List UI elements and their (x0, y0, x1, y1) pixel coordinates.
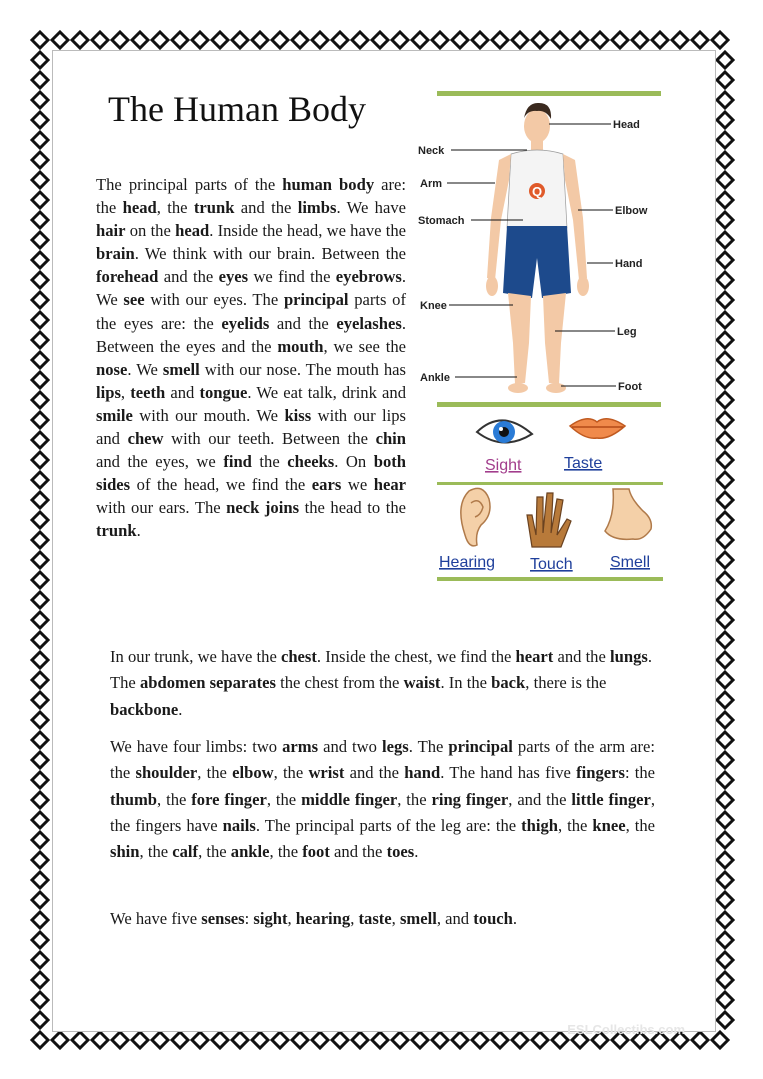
text-run: and the (158, 267, 219, 287)
text-run: . The (408, 737, 449, 756)
watermark: ESLCollectibs.com (567, 1022, 685, 1037)
sense-touch-label: Touch (530, 556, 573, 573)
text-run: we (341, 475, 374, 495)
text-run: . We have (336, 198, 406, 218)
text-run: and two (318, 737, 382, 756)
bold-term: smell (162, 359, 200, 379)
text-run: and the (553, 647, 610, 666)
text-run: , the (558, 815, 593, 835)
bold-term: legs (381, 737, 409, 756)
sense-sight-label: Sight (485, 457, 522, 474)
text-run: with our teeth. Between the (163, 429, 376, 449)
text-run: we find the (248, 267, 336, 287)
eye-icon (477, 420, 532, 443)
text-run: , (350, 909, 359, 928)
label-neck: Neck (418, 145, 445, 157)
bold-term: fore finger (191, 789, 267, 809)
text-run: , the (625, 815, 655, 835)
text-run: . Between the eyes and the (96, 313, 406, 356)
bold-term: knee (592, 815, 626, 835)
bold-term: abdomen (139, 673, 206, 693)
bold-term: thumb (110, 789, 158, 809)
senses-bottom-rule (437, 577, 663, 581)
text-run: . The (110, 647, 652, 693)
text-run: . We (96, 267, 406, 310)
text-run: , (287, 909, 296, 928)
text-run: of the head, we find the (130, 475, 312, 495)
bold-term: kiss (284, 405, 312, 425)
text-run: . (512, 909, 518, 928)
bold-term: wrist (308, 763, 345, 783)
bold-term: forehead (96, 267, 159, 287)
bold-term: hand (404, 763, 441, 783)
body-parts-figure (415, 88, 665, 413)
text-run: , the (156, 198, 194, 218)
intro-paragraph (96, 173, 406, 543)
bold-term: both sides (96, 452, 407, 495)
bold-term: touch (473, 909, 513, 928)
text-run: on the (125, 221, 176, 241)
bold-term: hearing (295, 909, 351, 928)
sense-taste-label: Taste (564, 455, 603, 472)
bold-term: taste (358, 909, 392, 928)
text-run: . In the (440, 673, 492, 693)
nose-icon (605, 489, 651, 539)
bold-term: find (223, 452, 252, 472)
bold-term: foot (302, 842, 330, 862)
person-illustration (486, 103, 589, 393)
text-run: and the (344, 763, 405, 783)
text-run: , and the (508, 789, 572, 809)
bold-term: thigh (521, 815, 558, 835)
text-run: with our eyes. The (144, 290, 284, 310)
bold-term: lungs (610, 647, 648, 666)
bold-term: eyebrows (335, 267, 402, 287)
bold-term: ankle (230, 842, 270, 862)
text-run: . We (127, 359, 163, 379)
bold-term: neck (226, 498, 260, 518)
bold-term: chin (375, 429, 407, 449)
text-run: , the fingers have (110, 789, 656, 835)
text-run: , the (266, 789, 302, 809)
bold-term: eyelashes (336, 313, 402, 333)
ear-icon (461, 488, 490, 546)
bold-term: chest (280, 647, 317, 666)
bold-term: backbone (110, 699, 179, 719)
text-run: , the (139, 842, 173, 862)
bold-term: eyelids (221, 313, 270, 333)
bold-term: mouth (277, 336, 324, 356)
senses-row-2 (437, 485, 663, 585)
text-run: with our lips and (96, 405, 406, 449)
bold-term: shin (110, 842, 140, 862)
bold-term: brain (96, 244, 135, 264)
bold-term: hear (373, 475, 406, 495)
bold-term: fingers (576, 763, 625, 783)
text-run: and the (329, 842, 387, 862)
text-run: . We think with our brain. Between the (134, 244, 406, 264)
text-run: We have five (110, 909, 202, 928)
text-run: : the (624, 763, 656, 783)
bold-term: joins (264, 498, 300, 518)
text-run: , the (397, 789, 432, 809)
sense-smell-label: Smell (610, 554, 651, 571)
bold-term: calf (172, 842, 199, 862)
text-run: . Inside the head, we have the (209, 221, 407, 241)
senses-row-1 (437, 410, 663, 485)
text-run: . The principal parts of the leg are: the (255, 815, 522, 835)
text-run: . (178, 699, 183, 719)
bold-term: cheeks (287, 452, 335, 472)
hand-icon (527, 493, 571, 547)
text-run: , the (197, 763, 233, 783)
bold-term: principal (448, 737, 513, 756)
text-run: , the (157, 789, 192, 809)
bold-term: heart (515, 647, 554, 666)
text-run: The principal parts of the (96, 175, 283, 194)
bold-term: principal (283, 290, 349, 310)
text-run: with our ears. The (96, 498, 227, 518)
label-head: Head (613, 119, 640, 131)
bold-term: teeth (130, 382, 166, 402)
bottom-green-rule (437, 402, 661, 407)
bold-term: head (175, 221, 210, 241)
bold-term: tongue (199, 382, 248, 402)
bold-term: head (122, 198, 157, 218)
bold-term: human body (282, 175, 375, 194)
text-run: , (391, 909, 400, 928)
text-run: with our mouth. We (132, 405, 285, 425)
text-run: are: the (96, 175, 407, 218)
limbs-paragraph (110, 734, 655, 865)
label-stomach: Stomach (418, 215, 465, 227)
text-run: , (120, 382, 131, 402)
bold-term: arms (282, 737, 319, 756)
text-run: , the (273, 763, 309, 783)
bold-term: separates (209, 673, 276, 693)
text-run: , and (436, 909, 474, 928)
text-run: parts of the arm are: the (110, 737, 655, 783)
page-title: The Human Body (108, 89, 366, 129)
text-run: . The hand has five (440, 763, 577, 783)
bold-term: ring finger (431, 789, 509, 809)
text-run: We have four limbs: two (110, 737, 283, 756)
bold-term: nails (222, 815, 256, 835)
text-run: In our trunk, we have the (110, 647, 281, 666)
text-run: parts of the eyes are: the (96, 290, 406, 333)
bold-term: limbs (297, 198, 337, 218)
label-elbow: Elbow (615, 205, 648, 217)
bold-term: senses (201, 909, 245, 928)
text-run: . On (334, 452, 374, 472)
shirt-logo: Q (531, 184, 543, 199)
bold-term: waist (403, 673, 441, 693)
label-knee: Knee (420, 300, 447, 312)
bold-term: nose (96, 359, 128, 379)
text-run: , the (198, 842, 231, 862)
text-run: , there is the (525, 673, 607, 693)
bold-term: little finger (571, 789, 651, 809)
sense-hearing-label: Hearing (439, 554, 496, 571)
bold-term: middle finger (301, 789, 398, 809)
text-run: . (414, 842, 419, 862)
bold-term: shoulder (135, 763, 198, 783)
trunk-paragraph (110, 644, 655, 723)
text-run: the (251, 452, 288, 472)
text-run: . We eat talk, drink and (247, 382, 406, 402)
text-run: and (165, 382, 200, 402)
text-run: the head to the (299, 498, 406, 518)
bold-term: elbow (232, 763, 274, 783)
lips-icon (570, 419, 625, 438)
bold-term: trunk (193, 198, 235, 218)
text-run: and the eyes, we (96, 452, 224, 472)
bold-term: chew (127, 429, 164, 449)
label-ankle: Ankle (420, 372, 450, 384)
bold-term: smile (96, 405, 133, 425)
text-run: and the (269, 313, 337, 333)
label-hand: Hand (615, 258, 643, 270)
text-run: with our nose. The mouth has (199, 359, 406, 379)
bold-term: trunk (96, 521, 137, 541)
bold-term: hair (96, 221, 126, 241)
bold-term: ears (311, 475, 342, 495)
label-arm: Arm (420, 178, 443, 190)
top-green-rule (437, 91, 661, 96)
text-run: : (244, 909, 254, 928)
text-run: , we see the (323, 336, 406, 356)
label-foot: Foot (618, 381, 642, 393)
bold-term: toes (386, 842, 415, 862)
text-run: and the (234, 198, 298, 218)
bold-term: back (491, 673, 526, 693)
label-leg: Leg (617, 326, 637, 338)
text-run: the chest from the (275, 673, 404, 693)
text-run: . Inside the chest, we find the (316, 647, 516, 666)
bold-term: sight (253, 909, 288, 928)
bold-term: lips (96, 382, 121, 402)
bold-term: smell (399, 909, 437, 928)
bold-term: see (123, 290, 145, 310)
senses-paragraph (110, 906, 655, 932)
bold-term: eyes (218, 267, 249, 287)
text-run: . (136, 521, 141, 541)
text-run: , the (269, 842, 303, 862)
